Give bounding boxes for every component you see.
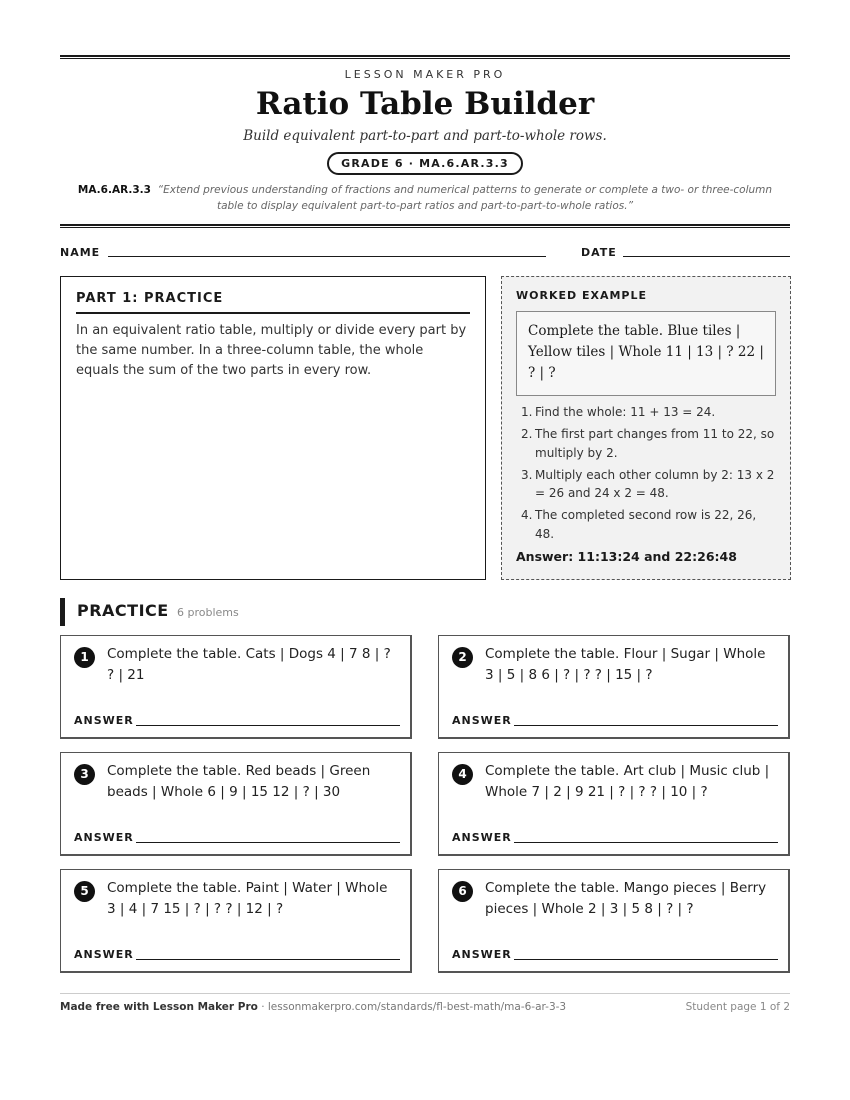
part1-panel (60, 276, 486, 580)
answer-field[interactable] (136, 842, 400, 843)
footer-page-number: Student page 1 of 2 (685, 1001, 790, 1013)
answer-field[interactable] (136, 959, 400, 960)
page-subtitle: Build equivalent part-to-part and part-to-whole rows. (243, 128, 607, 144)
problem-card-2 (438, 635, 790, 739)
answer-field[interactable] (514, 842, 778, 843)
problem-card-6 (438, 869, 790, 973)
date-field[interactable] (623, 256, 790, 257)
brand-label: LESSON MAKER PRO (344, 68, 506, 81)
footer-rule (60, 993, 790, 994)
answer-label: ANSWER (74, 948, 134, 961)
problem-card-1 (60, 635, 412, 739)
part1-text: In an equivalent ratio table, multiply or divide every part by the same number. In a three-column table, the whole equals the sum of the two parts in every row. (76, 323, 467, 378)
practice-accent-bar (60, 598, 65, 626)
worked-example-step: 4. The completed second row is 22, 26, 48. (521, 508, 757, 541)
worked-example-problem: Complete the table. Blue tiles | Yellow tiles | Whole 11 | 13 | ? 22 | ? | ? (516, 311, 776, 396)
problem-text: Complete the table. Paint | Water | Whole 3 | 4 | 7 15 | ? | ? ? | 12 | ? (107, 880, 388, 917)
answer-field[interactable] (514, 725, 778, 726)
worked-example-panel (501, 276, 791, 580)
footer-url[interactable]: · lessonmakerpro.com/standards/fl-best-math/ma-6-ar-3-3 (257, 1001, 567, 1013)
problem-card-3 (60, 752, 412, 856)
problem-number: 3 (74, 764, 95, 785)
page-title: Ratio Table Builder (255, 86, 595, 122)
practice-count: 6 problems (177, 606, 239, 619)
standard-code: MA.6.AR.3.3 (77, 184, 151, 196)
problem-text: Complete the table. Art club | Music club | Whole 7 | 2 | 9 21 | ? | ? ? | 10 | ? (485, 763, 770, 800)
problem-text: Complete the table. Mango pieces | Berry pieces | Whole 2 | 3 | 5 8 | ? | ? (485, 880, 767, 917)
answer-label: ANSWER (74, 714, 134, 727)
answer-label: ANSWER (74, 831, 134, 844)
standard-text: “Extend previous understanding of fractions and numerical patterns to generate or complete a two- or three-column table to display equivalent part-to-part ratios and part-to-part-to-whole ratios.” (157, 184, 773, 212)
grade-badge-wrap (60, 152, 790, 175)
answer-field[interactable] (136, 725, 400, 726)
problem-text: Complete the table. Flour | Sugar | Whole 3 | 5 | 8 6 | ? | ? ? | 15 | ? (485, 646, 766, 683)
worked-example-answer: Answer: 11:13:24 and 22:26:48 (516, 549, 737, 564)
worked-example-step: 2. The first part changes from 11 to 22, so multiply by 2. (521, 427, 775, 460)
problem-number: 5 (74, 881, 95, 902)
problem-text: Complete the table. Cats | Dogs 4 | 7 8 | ? ? | 21 (107, 646, 391, 683)
answer-label: ANSWER (452, 714, 512, 727)
answer-label: ANSWER (452, 831, 512, 844)
worked-example-step: 3. Multiply each other column by 2: 13 x 2 = 26 and 24 x 2 = 48. (521, 467, 775, 500)
problem-number: 1 (74, 647, 95, 668)
header-top-rule (60, 55, 790, 59)
grade-badge: GRADE 6 · MA.6.AR.3.3 (327, 152, 523, 175)
worked-example-step: 1. Find the whole: 11 + 13 = 24. (521, 405, 716, 419)
part1-heading: PART 1: PRACTICE (76, 291, 470, 314)
header-bottom-rule (60, 224, 790, 228)
answer-field[interactable] (514, 959, 778, 960)
name-label: NAME (60, 246, 101, 259)
problem-card-5 (60, 869, 412, 973)
problem-number: 2 (452, 647, 473, 668)
problem-card-4 (438, 752, 790, 856)
problem-number: 6 (452, 881, 473, 902)
answer-label: ANSWER (452, 948, 512, 961)
worked-example-heading: WORKED EXAMPLE (516, 289, 647, 302)
date-label: DATE (581, 246, 617, 259)
practice-heading: PRACTICE (77, 601, 169, 620)
problem-text: Complete the table. Red beads | Green beads | Whole 6 | 9 | 15 12 | ? | 30 (107, 763, 371, 800)
standard-description (60, 182, 790, 214)
footer-credit (60, 1001, 566, 1013)
worked-example-steps (516, 403, 778, 547)
name-field[interactable] (108, 256, 546, 257)
problem-number: 4 (452, 764, 473, 785)
footer-made-with: Made free with Lesson Maker Pro (60, 1001, 258, 1013)
